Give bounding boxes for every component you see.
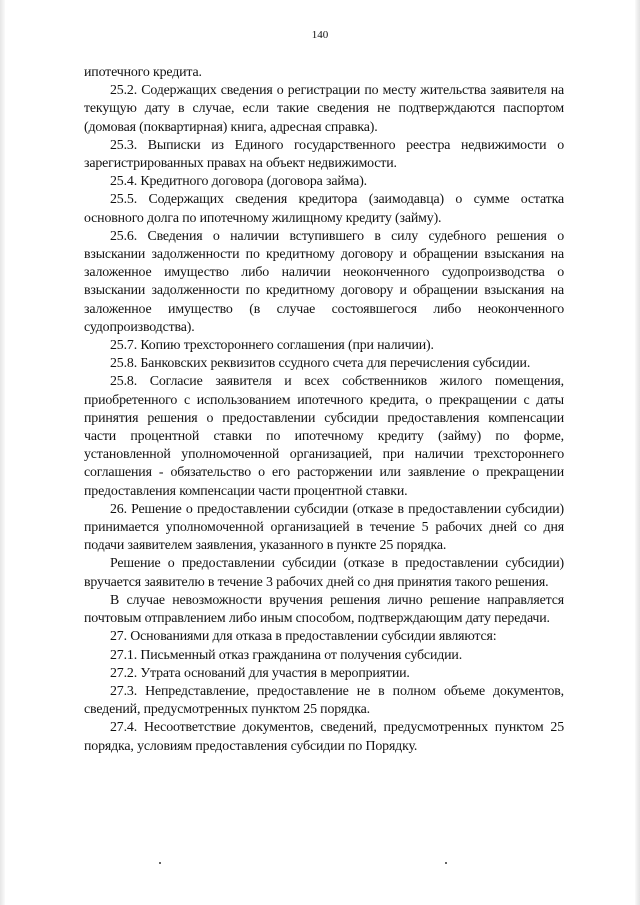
paragraph: 25.8. Согласие заявителя и всех собственников жилого помещения, приобретенного с использованием ипотечного кредита, о прекращении с даты принятия решения о предоставлении субсидии предоставления компенсации части процентной ставки по ипотечному кредиту (займу) по форме, установленной уполномоченной организацией, при наличии трехстороннего соглашения - обязательство о его расторжении или заявление о прекращении предоставления компенсации части процентной ставки. [84, 374, 564, 499]
paragraph: 26. Решение о предоставлении субсидии (отказе в предоставлении субсидии) принимается уполномоченной организацией в течение 5 рабочих дней со дня подачи заявителем заявления, указанного в пункте 25 порядка. [84, 501, 564, 554]
paragraph: 27.3. Непредставление, предоставление не в полном объеме документов, сведений, предусмотренных пунктом 25 порядка. [84, 683, 564, 718]
paragraph: 27.2. Утрата оснований для участия в мероприятии. [110, 665, 410, 681]
paragraph: 25.2. Содержащих сведения о регистрации по месту жительства заявителя на текущую дату в случае, если такие сведения не подтверждаются паспортом (домовая (поквартирная) книга, адресная справка). [84, 83, 564, 135]
scan-speck [445, 862, 447, 864]
paragraph: 25.6. Сведения о наличии вступившего в силу судебного решения о взыскании задолженности по кредитному договору и обращении взыскания на заложенное имущество либо наличии неоконченного судопроизводства о взыскании задолженности по кредитному договору и обращении взыскания на заложенное имущество (в случае состоявшегося либо неоконченного судопроизводства). [84, 228, 564, 335]
paragraph: 25.5. Содержащих сведения кредитора (заимодавца) о сумме остатка основного долга по ипотечному жилищному кредиту (займу). [84, 192, 564, 226]
paragraph: 25.7. Копию трехстороннего соглашения (при наличии). [110, 338, 434, 354]
paragraph: 27.4. Несоответствие документов, сведений, предусмотренных пунктом 25 порядка, условиям предоставления субсидии по Порядку. [84, 720, 564, 754]
document-body [84, 64, 564, 756]
paragraph: 25.3. Выписки из Единого государственного реестра недвижимости о зарегистрированных правах на объект недвижимости. [84, 137, 564, 172]
paragraph: 25.8. Банковских реквизитов ссудного счета для перечисления субсидии. [110, 356, 531, 372]
paragraph: Решение о предоставлении субсидии (отказе в предоставлении субсидии) вручается заявителю в течение 3 рабочих дней со дня принятия такого решения. [84, 556, 564, 590]
paragraph: В случае невозможности вручения решения лично решение направляется почтовым отправлением либо иным способом, подтверждающим дату передачи. [84, 592, 564, 627]
paragraph: 27. Основаниями для отказа в предоставлении субсидии являются: [110, 629, 497, 645]
paragraph: 27.1. Письменный отказ гражданина от получения субсидии. [110, 647, 463, 663]
scan-speck [159, 862, 161, 864]
paragraph: ипотечного кредита. [84, 65, 202, 80]
paragraph: 25.4. Кредитного договора (договора займа). [110, 174, 367, 190]
scan-edge-left [0, 0, 5, 905]
scan-edge-right [635, 0, 640, 905]
page-number: 140 [311, 29, 329, 41]
